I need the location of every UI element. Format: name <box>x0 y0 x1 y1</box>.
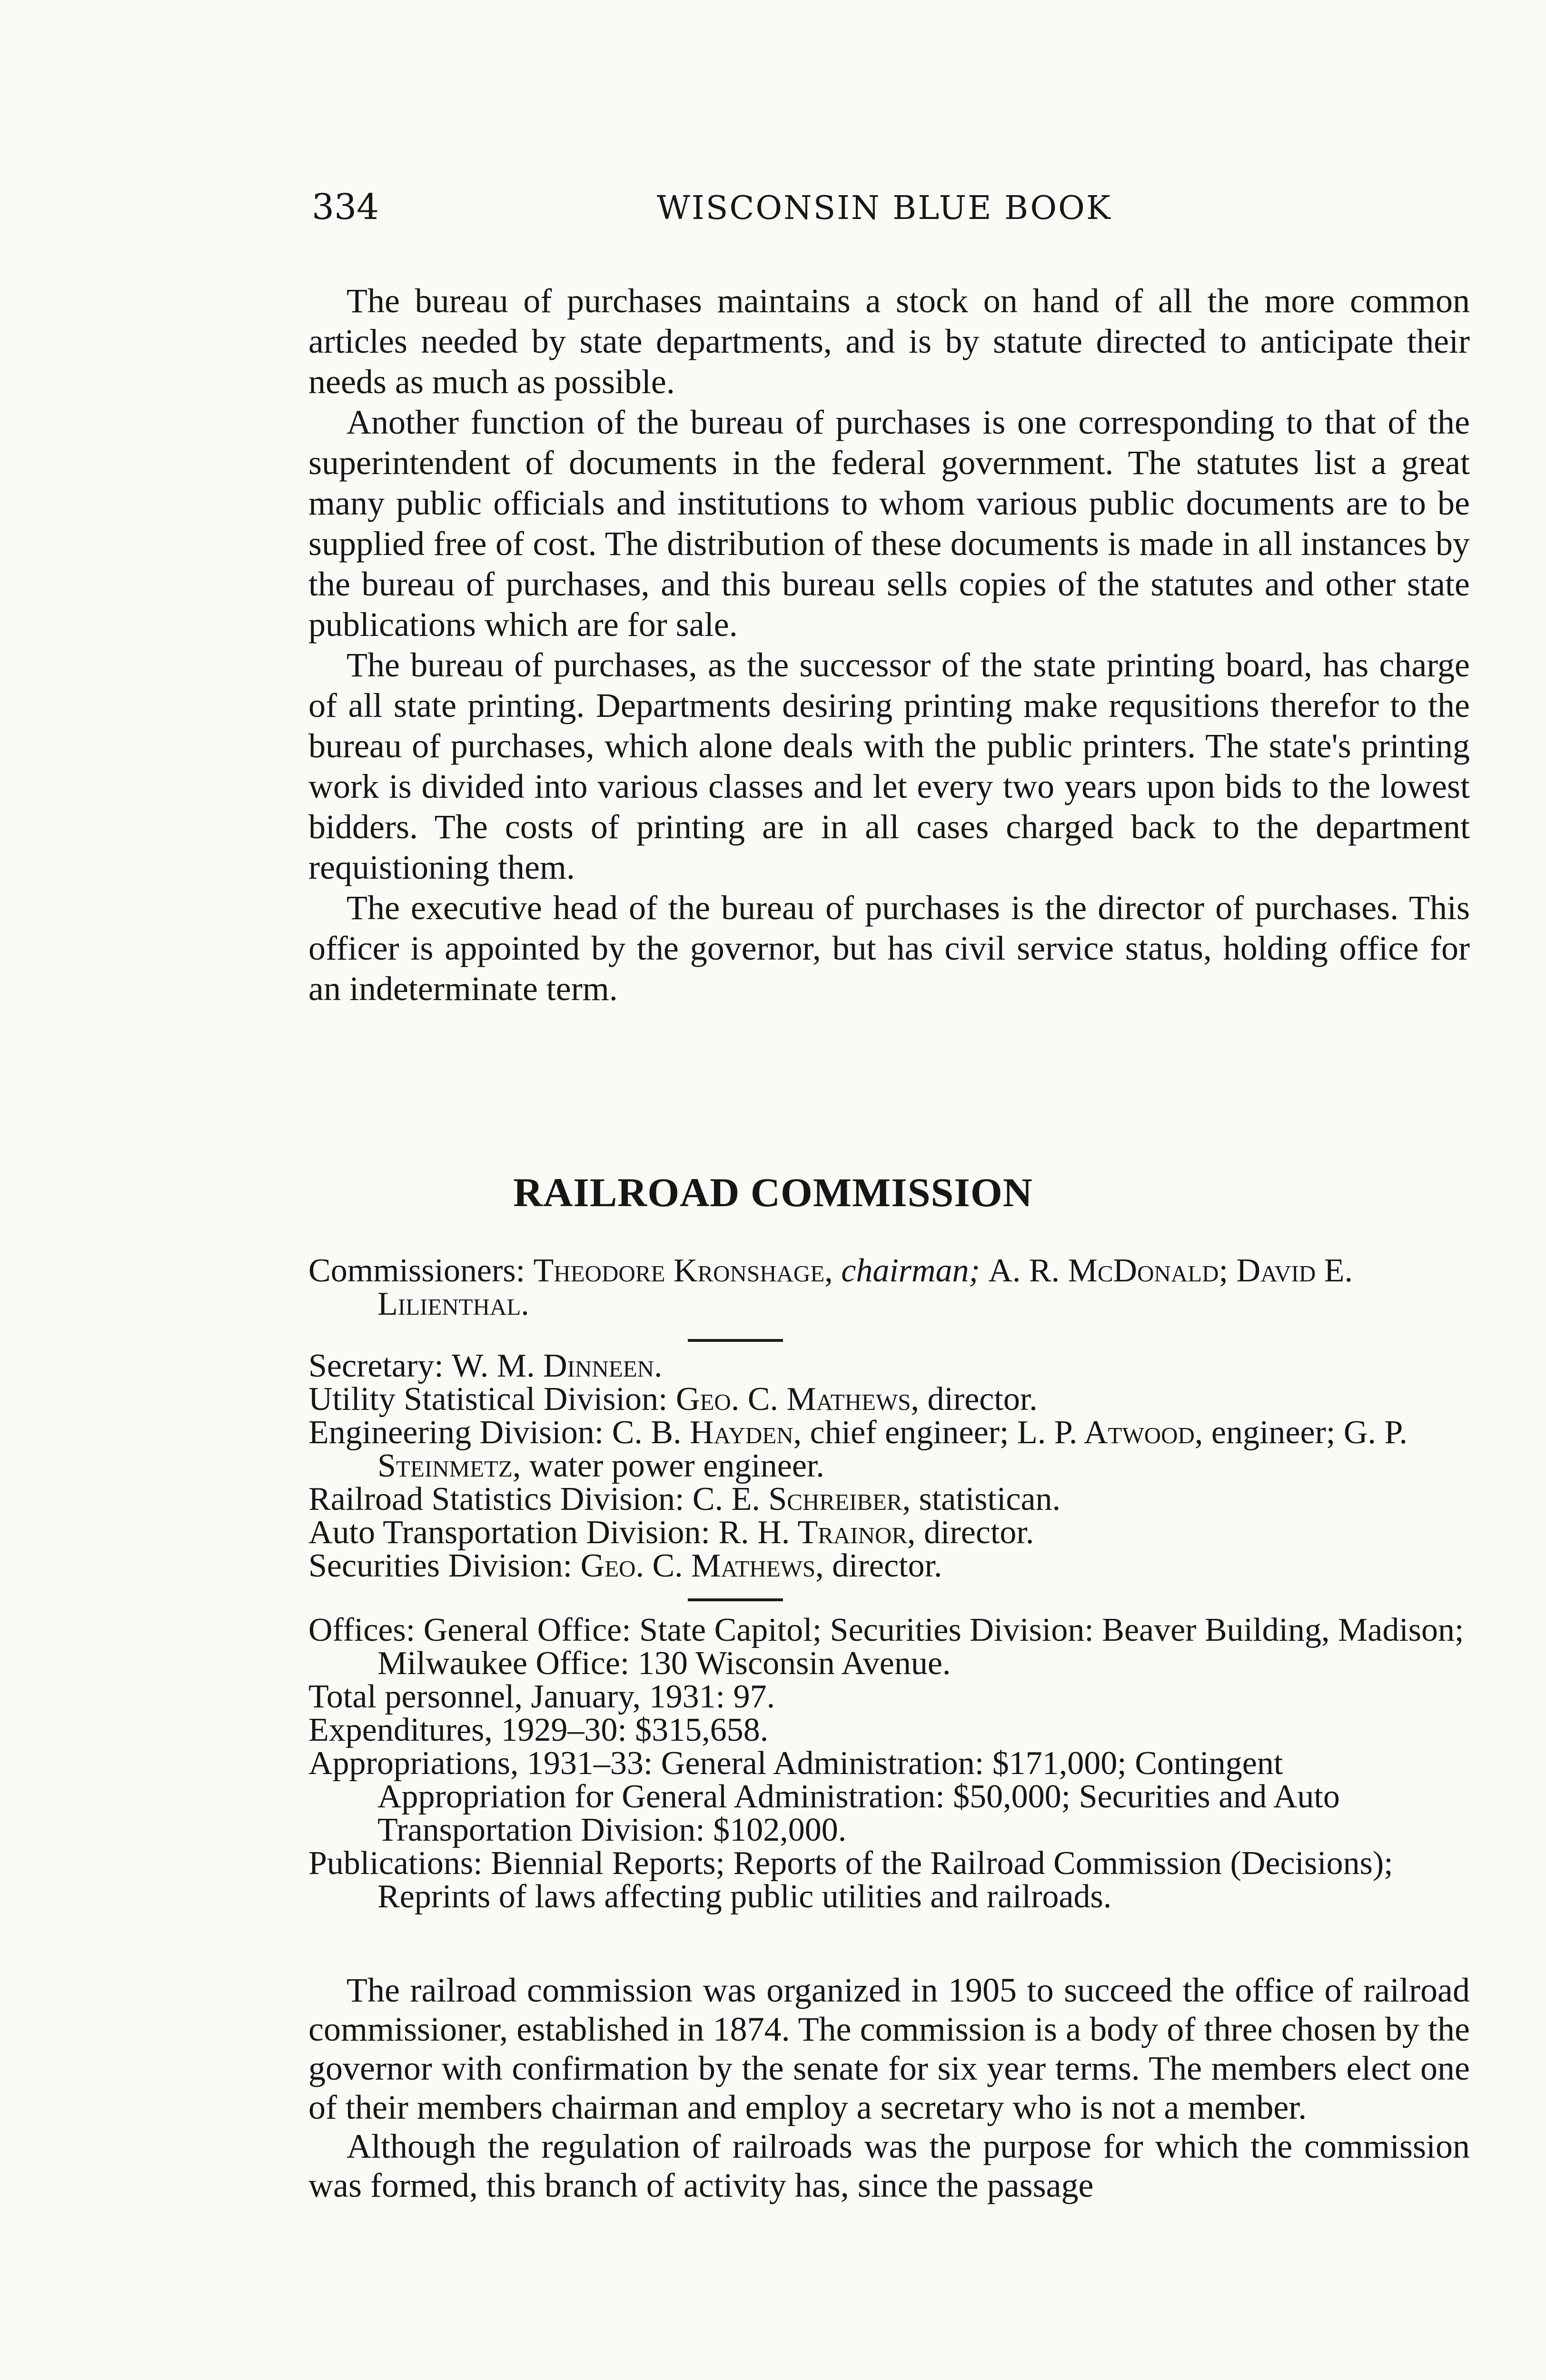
staff-entry-engineering <box>308 1416 1470 1483</box>
person-name: W. M. Dinneen. <box>452 1348 663 1384</box>
staff-block <box>308 1349 1470 1583</box>
staff-entry-railroad <box>308 1483 1470 1516</box>
section-rule <box>688 1598 783 1601</box>
person-role: director. <box>927 1381 1038 1418</box>
person-role: chief engineer; <box>810 1414 1009 1451</box>
staff-entry-secretary <box>308 1349 1470 1383</box>
paragraph-documents: Another function of the bureau of purchases is one corresponding to that of the superintendent of documents in the federal government. The statutes list a great many public officials and institutions to whom various public documents are to be supplied free of cost. The distribution of these documents is made in all instances by the bureau of purchases, and this bureau sells copies of the statutes and other state publications which are for sale. <box>308 403 1470 644</box>
intro-text <box>308 281 1470 1009</box>
person-name: G. P. Steinmetz, <box>377 1414 1408 1484</box>
staff-entry-utility <box>308 1383 1470 1416</box>
publications-text: Biennial Reports; Reports of the Railroad Commission (Decisions); Reprints of laws affecting public utilities and railroads. <box>377 1845 1393 1915</box>
entry-label: Securities Division: <box>308 1547 573 1584</box>
entry-label: Utility Statistical Division: <box>308 1381 668 1418</box>
paragraph-printing: The bureau of purchases, as the successor of the state printing board, has charge of all state printing. Departments desiring printing make requsitions therefor to the bureau of purchases, which alone deals with the public printers. The state's printing work is divided into various classes and let every two years upon bids to the lowest bidders. The costs of printing are in all cases charged back to the department requistioning them. <box>308 646 1470 886</box>
person-name: Geo. C. Mathews, <box>675 1381 919 1418</box>
entry-label: Auto Transportation Division: <box>308 1514 710 1551</box>
entry-label: Secretary: <box>308 1348 444 1384</box>
person-name: R. H. Trainor, <box>718 1514 916 1551</box>
offices-entry <box>308 1614 1470 1680</box>
paragraph-director: The executive head of the bureau of purchases is the director of purchases. This officer is appointed by the governor, but has civil service status, holding office for an indeterminate term. <box>308 889 1470 1008</box>
staff-entry-securities <box>308 1549 1470 1583</box>
person-role: engineer; <box>1211 1414 1336 1451</box>
commissioners-entry <box>308 1254 1470 1321</box>
offices-text: General Office: State Capitol; Securities Division: Beaver Building, Madison; Milwaukee Office: 130 Wisconsin Avenue. <box>377 1612 1464 1682</box>
running-head: WISCONSIN BLUE BOOK <box>657 189 1112 227</box>
person-role: water power engineer. <box>529 1448 824 1484</box>
paragraph-organization: The railroad commission was organized in 1905 to succeed the office of railroad commissioner, established in 1874. The commission is a body of three chosen by the governor with confirmation by the senate for six year terms. The members elect one of their members chairman and employ a secretary who is not a member. <box>308 1971 1470 2126</box>
commissioners-block <box>308 1254 1470 1321</box>
person-role: director. <box>924 1514 1034 1551</box>
paragraph-stock: The bureau of purchases maintains a stock on hand of all the more common articles needed by state departments, and is by statute directed to anticipate their needs as much as possible. <box>308 282 1470 401</box>
commissioner-name: David E. Lilienthal. <box>377 1252 1353 1322</box>
personnel-entry: Total personnel, January, 1931: 97. <box>308 1678 775 1715</box>
section-text <box>308 1971 1470 2205</box>
page-number: 334 <box>312 187 379 228</box>
entry-label: Publications: <box>308 1845 483 1882</box>
publications-entry <box>308 1847 1470 1914</box>
section-rule <box>688 1339 783 1342</box>
person-name: C. E. Schreiber, <box>692 1481 911 1517</box>
entry-label: Offices: <box>308 1612 416 1648</box>
commissioner-role: chairman; <box>841 1252 980 1289</box>
person-name: C. B. Hayden, <box>612 1414 802 1451</box>
staff-entry-auto <box>308 1516 1470 1549</box>
entry-label: Railroad Statistics Division: <box>308 1481 684 1517</box>
person-role: statistican. <box>919 1481 1061 1517</box>
person-role: director. <box>832 1547 942 1584</box>
commissioners-label: Commissioners: <box>308 1252 525 1289</box>
facts-block <box>308 1614 1470 1914</box>
section-title: RAILROAD COMMISSION <box>513 1170 1033 1215</box>
entry-label: Engineering Division: <box>308 1414 604 1451</box>
person-name: L. P. Atwood, <box>1017 1414 1203 1451</box>
commissioner-name: Theodore Kronshage, <box>533 1252 833 1289</box>
paragraph-regulation: Although the regulation of railroads was the purpose for which the commission was formed, this branch of activity has, since the passage <box>308 2127 1470 2204</box>
appropriations-entry: Appropriations, 1931–33: General Administration: $171,000; Contingent Appropriation for General Administration: $50,000; Securities and Auto Transportation Division: $102,000. <box>308 1745 1340 1848</box>
commissioner-name: A. R. McDonald; <box>988 1252 1229 1289</box>
person-name: Geo. C. Mathews, <box>580 1547 824 1584</box>
expenditures-entry: Expenditures, 1929–30: $315,658. <box>308 1712 769 1748</box>
